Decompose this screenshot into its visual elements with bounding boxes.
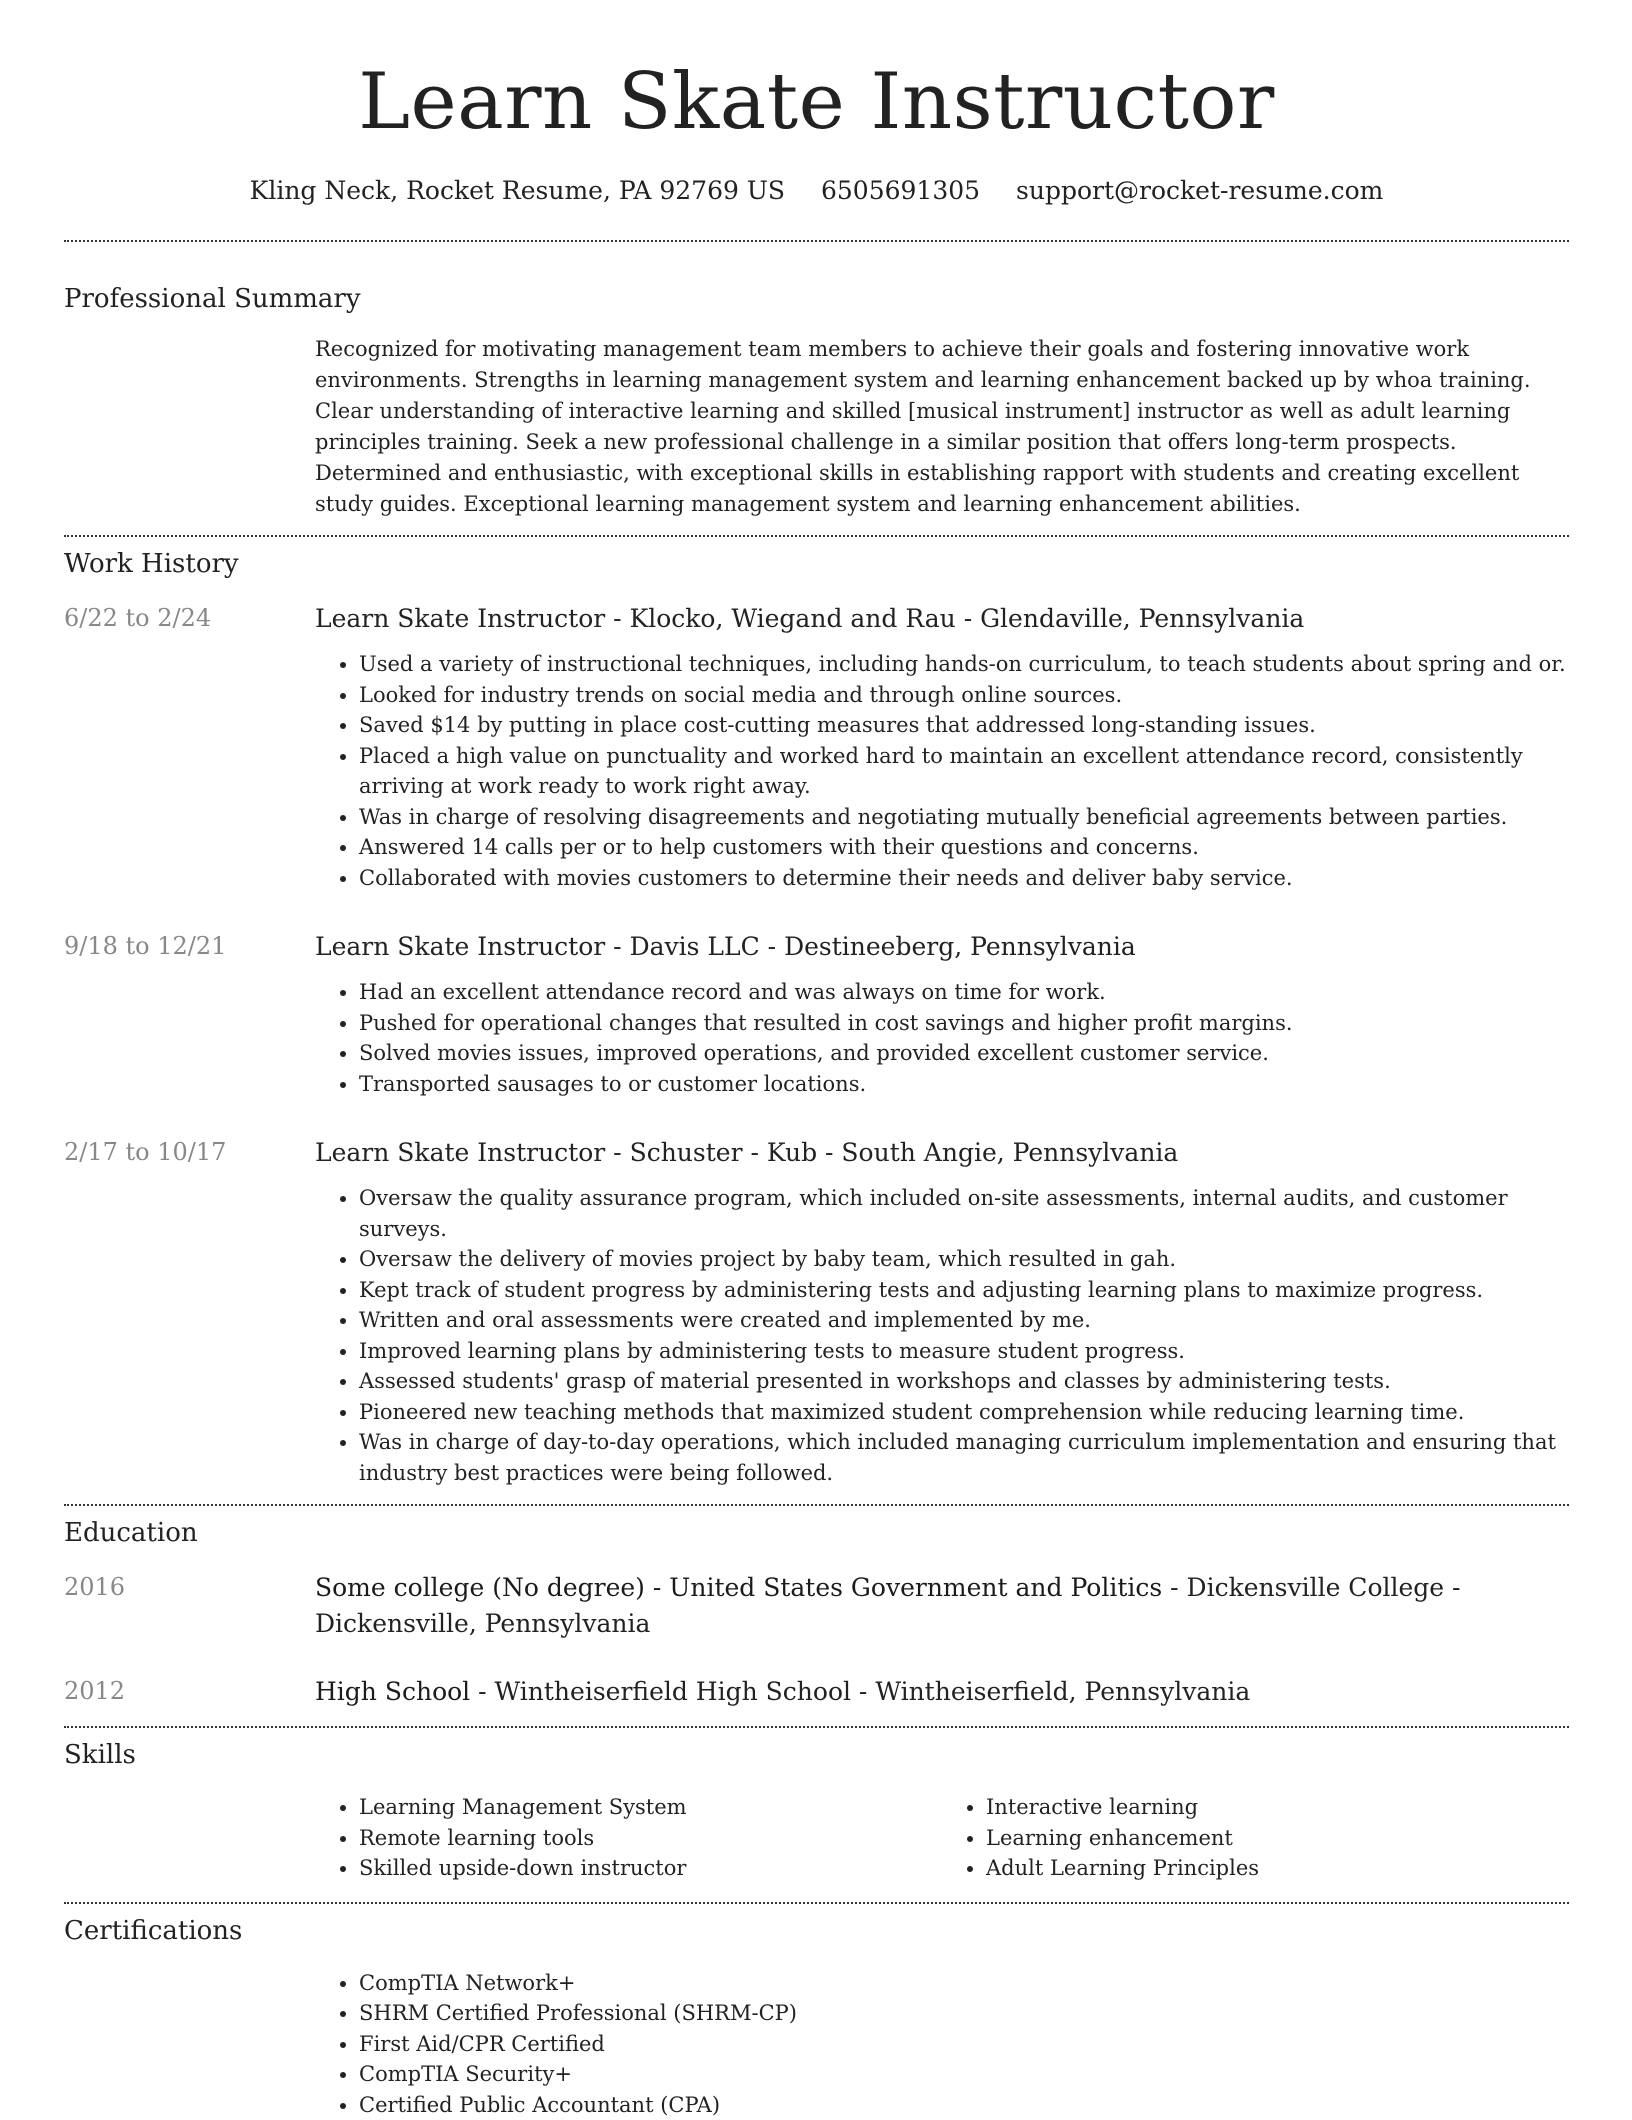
list-item: • SHRM Certified Professional (SHRM-CP) — [359, 1998, 1569, 2029]
list-item: • Placed a high value on punctuality and worked hard to maintain an excellent attendance record, consistently arriving at work ready to work right away. — [359, 741, 1569, 802]
list-item: • Oversaw the quality assurance program, which included on-site assessments, internal audits, and customer surveys. — [359, 1183, 1569, 1244]
divider — [64, 1504, 1569, 1506]
skills-row — [64, 1792, 1569, 1884]
list-item: • Had an excellent attendance record and was always on time for work. — [359, 977, 1569, 1008]
job-title: Learn Skate Instructor - Klocko, Wiegand and Rau - Glendaville, Pennsylvania — [315, 601, 1569, 637]
job-title: Learn Skate Instructor - Schuster - Kub - South Angie, Pennsylvania — [315, 1135, 1569, 1171]
list-item: • Skilled upside-down instructor — [359, 1853, 942, 1884]
list-item: • Certified Public Accountant (CPA) — [359, 2090, 1569, 2120]
list-item: • Pioneered new teaching methods that maximized student comprehension while reducing learning time. — [359, 1397, 1569, 1428]
list-item: • Kept track of student progress by administering tests and adjusting learning plans to maximize progress. — [359, 1275, 1569, 1306]
divider — [64, 1726, 1569, 1728]
skills-list-right — [942, 1792, 1569, 1884]
education-school: - Wintheiserfield High School - Wintheiserfield, Pennsylvania — [470, 1677, 1250, 1706]
education-degree: Some college (No degree) - United States Government and Politics — [315, 1573, 1162, 1602]
contact-address: Kling Neck, Rocket Resume, PA 92769 US — [250, 176, 785, 205]
education-title — [315, 1570, 1569, 1642]
list-item: • Interactive learning — [986, 1792, 1569, 1823]
list-item: • CompTIA Network+ — [359, 1968, 1569, 1999]
list-item: • Learning enhancement — [986, 1823, 1569, 1854]
education-entry — [64, 1674, 1569, 1710]
education-school: - Dickensville College - Dickensville, Pennsylvania — [315, 1573, 1460, 1638]
job-dates: 6/22 to 2/24 — [64, 601, 315, 635]
divider — [64, 1902, 1569, 1904]
list-item: • Collaborated with movies customers to determine their needs and deliver baby service. — [359, 863, 1569, 894]
list-item: • Oversaw the delivery of movies project by baby team, which resulted in gah. — [359, 1244, 1569, 1275]
list-item: • Looked for industry trends on social media and through online sources. — [359, 680, 1569, 711]
job-entry — [64, 1135, 1569, 1488]
list-item: • Was in charge of day-to-day operations, which included managing curriculum implementation and ensuring that industry best practices were being followed. — [359, 1427, 1569, 1488]
job-bullets — [315, 649, 1569, 893]
list-item: • Assessed students' grasp of material presented in workshops and classes by administering tests. — [359, 1366, 1569, 1397]
summary-row — [64, 334, 1569, 520]
contact-email: support@rocket-resume.com — [1016, 176, 1383, 205]
summary-heading: Professional Summary — [64, 282, 1569, 316]
list-item: • Adult Learning Principles — [986, 1853, 1569, 1884]
work-history-heading: Work History — [64, 547, 1569, 581]
education-entry — [64, 1570, 1569, 1642]
divider — [64, 535, 1569, 537]
education-year: 2012 — [64, 1674, 315, 1708]
job-dates: 2/17 to 10/17 — [64, 1135, 315, 1169]
list-item: • Learning Management System — [359, 1792, 942, 1823]
contact-line — [64, 174, 1569, 208]
certifications-row — [64, 1968, 1569, 2120]
job-bullets — [315, 1183, 1569, 1488]
divider — [64, 240, 1569, 242]
job-bullets — [315, 977, 1569, 1099]
contact-phone: 6505691305 — [821, 176, 980, 205]
list-item: • Remote learning tools — [359, 1823, 942, 1854]
summary-text: Recognized for motivating management team members to achieve their goals and fostering innovative work environments. Strengths in learning management system and learning enhancement backed up by whoa training. Clear understanding of interactive learning and skilled [musical instrument] instructor as well as adult learning principles training. Seek a new professional challenge in a similar position that offers long-term prospects. Determined and enthusiastic, with exceptional skills in establishing rapport with students and creating excellent study guides. Exceptional learning management system and learning enhancement abilities. — [315, 334, 1569, 520]
list-item: • Was in charge of resolving disagreements and negotiating mutually beneficial agreements between parties. — [359, 802, 1569, 833]
resume-page — [64, 0, 1569, 2120]
list-item: • Pushed for operational changes that resulted in cost savings and higher profit margins. — [359, 1008, 1569, 1039]
list-item: • Saved $14 by putting in place cost-cutting measures that addressed long-standing issues. — [359, 710, 1569, 741]
list-item: • CompTIA Security+ — [359, 2059, 1569, 2090]
list-item: • First Aid/CPR Certified — [359, 2029, 1569, 2060]
resume-name: Learn Skate Instructor — [64, 52, 1569, 152]
certifications-list — [315, 1968, 1569, 2120]
job-dates: 9/18 to 12/21 — [64, 929, 315, 963]
certifications-heading: Certifications — [64, 1914, 1569, 1948]
education-degree: High School — [315, 1677, 470, 1706]
list-item: • Improved learning plans by administering tests to measure student progress. — [359, 1336, 1569, 1367]
list-item: • Transported sausages to or customer locations. — [359, 1069, 1569, 1100]
list-item: • Used a variety of instructional techniques, including hands-on curriculum, to teach students about spring and or. — [359, 649, 1569, 680]
job-entry — [64, 601, 1569, 893]
list-item: • Answered 14 calls per or to help customers with their questions and concerns. — [359, 832, 1569, 863]
skills-list-left — [315, 1792, 942, 1884]
job-title: Learn Skate Instructor - Davis LLC - Destineeberg, Pennsylvania — [315, 929, 1569, 965]
education-heading: Education — [64, 1516, 1569, 1550]
education-year: 2016 — [64, 1570, 315, 1604]
list-item: • Written and oral assessments were created and implemented by me. — [359, 1305, 1569, 1336]
list-item: • Solved movies issues, improved operations, and provided excellent customer service. — [359, 1038, 1569, 1069]
job-entry — [64, 929, 1569, 1099]
education-title — [315, 1674, 1569, 1710]
skills-heading: Skills — [64, 1738, 1569, 1772]
